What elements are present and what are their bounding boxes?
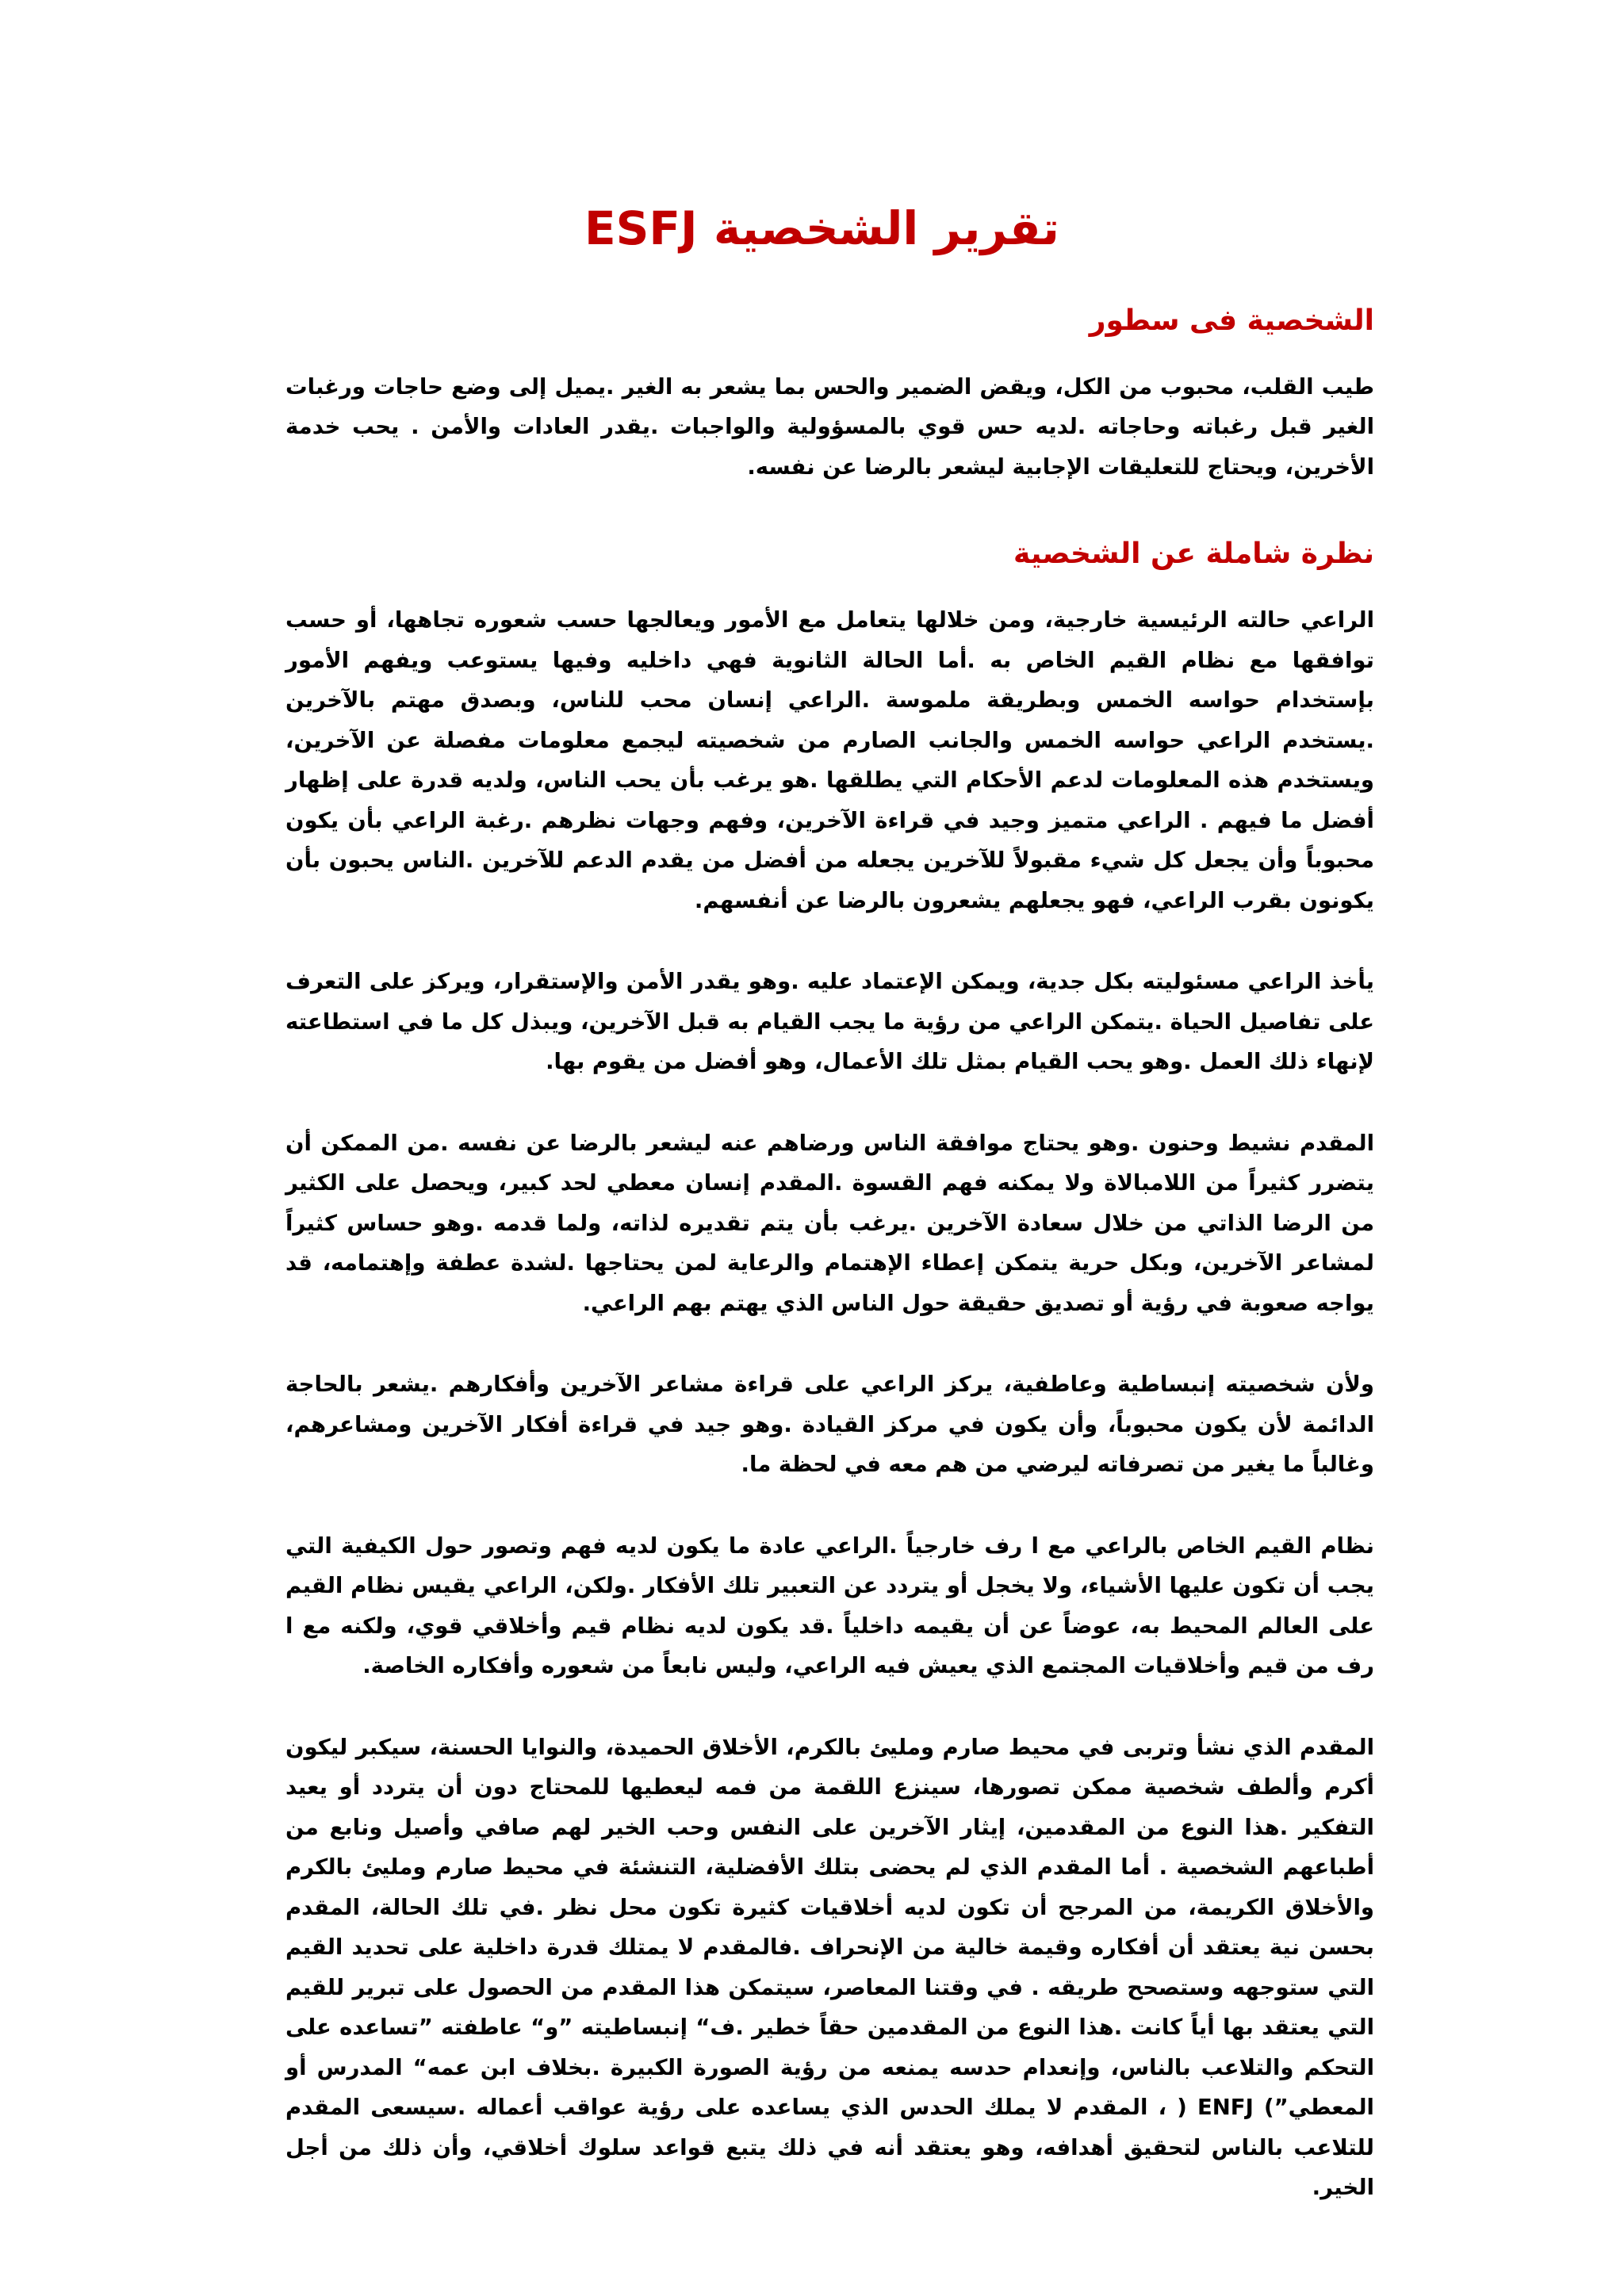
overview-paragraph: الراعي حالته الرئيسية خارجية، ومن خلالها يتعامل مع الأمور ويعالجها حسب شعوره تجاهها، أو حسب توافقها مع نظام القيم الخاص به .أما الحالة الثانوية فهي داخليه وفيها يستوعب ويفهم الأمور بإستخدام حواسه الخمس وبطريقة ملموسة .الراعي إنسان محب للناس، وبصدق مهتم بالآخرين .يستخدم الراعي حواسه الخمس والجانب الصارم من شخصيته ليجمع معلومات مفصلة عن الآخرين، ويستخدم هذه المعلومات لدعم الأحكام التي يطلقها .هو يرغب بأن يحب الناس، ولديه قدرة على إظهار أفضل ما فيهم . الراعي متميز وجيد في قراءة الآخرين، وفهم وجهات نظرهم .رغبة الراعي بأن يكون محبوباً وأن يجعل كل شيء مقبولاً للآخرين يجعله من أفضل من يقدم الدعم للآخرين .الناس يحبون بأن يكونون بقرب الراعي، فهو يجعلهم يشعرون بالرضا عن أنفسهم.: [285, 607, 1374, 913]
summary-paragraph: طيب القلب، محبوب من الكل، ويقض الضمير والحس بما يشعر به الغير .يميل إلى وضع حاجات ورغبات الغير قبل رغباته وحاجاته .لديه حس قوي بالمسؤولية والواجبات .يقدر العادات والأمن . يحب خدمة الأخرين، ويحتاج للتعليقات الإجابية ليشعر بالرضا عن نفسه.: [285, 373, 1374, 480]
overview-paragraph: المقدم نشيط وحنون .وهو يحتاج موافقة الناس ورضاهم عنه ليشعر بالرضا عن نفسه .من الممكن أن يتضرر كثيراً من اللامبالاة ولا يمكنه فهم القسوة .المقدم إنسان معطي لحد كبير، ويحصل على الكثير من الرضا الذاتي من خلال سعادة الآخرين .يرغب بأن يتم تقديره لذاته، ولما قدمه .وهو حساس كثيراً لمشاعر الآخرين، وبكل حرية يتمكن إعطاء الإهتمام والرعاية لمن يحتاجها .لشدة عطفة وإهتمامه، قد يواجه صعوبة في رؤية أو تصديق حقيقة حول الناس الذي يهتم بهم الراعي.: [285, 1130, 1374, 1316]
section-heading-summary: الشخصية فى سطور: [1089, 304, 1374, 337]
document-title: تقرير الشخصية ESFJ: [584, 201, 1059, 255]
overview-paragraph: يأخذ الراعي مسئوليته بكل جدية، ويمكن الإعتماد عليه .وهو يقدر الأمن والإستقرار، ويركز على التعرف على تفاصيل الحياة .يتمكن الراعي من رؤية ما يجب القيام به قبل الآخرين، ويبذل كل ما في استطاعته لإنهاء ذلك العمل .وهو يحب القيام بمثل تلك الأعمال، وهو أفضل من يقوم بها.: [285, 969, 1374, 1075]
overview-paragraph: المقدم الذي نشأ وتربى في محيط صارم ومليئ بالكرم، الأخلاق الحميدة، والنوايا الحسنة، سيكبر ليكون أكرم وألطف شخصية ممكن تصورها، سينزع اللقمة من فمه ليعطيها للمحتاج دون أن يتردد أو يعيد التفكير .هذا النوع من المقدمين، إيثار الآخرين على النفس وحب الخير لهم صافي وأصيل ونابع من أطباعهم الشخصية . أما المقدم الذي لم يحضى بتلك الأفضلية، التنشئة في محيط صارم ومليئ بالكرم والأخلاق الكريمة، من المرجح أن تكون لديه أخلاقيات كثيرة تكون محل نظر .في تلك الحالة، المقدم بحسن نية يعتقد أن أفكاره وقيمة خالية من الإنحراف .فالمقدم لا يمتلك قدرة داخلية على تحديد القيم التي ستوجهه وستصحح طريقه . في وقتنا المعاصر، سيتمكن هذا المقدم من الحصول على تبرير للقيم التي يعتقد بها أياً كانت .هذا النوع من المقدمين حقاً خطير .ف“ إنبساطيته ”و“ عاطفته ”تساعده على التحكم والتلاعب بالناس، وإنعدام حدسه يمنعه من رؤية الصورة الكبيرة .بخلاف ابن عمه“ المدرس أو المعطي”) ENFJ ( ، المقدم لا يملك الحدس الذي يساعده على رؤية عواقب أعماله .سيسعى المقدم للتلاعب بالناس لتحقيق أهدافه، وهو يعتقد أنه في ذلك يتبع قواعد سلوك أخلاقي، وأن ذلك من أجل الخير.: [285, 1734, 1374, 2201]
overview-paragraph: ولأن شخصيته إنبساطية وعاطفية، يركز الراعي على قراءة مشاعر الآخرين وأفكارهم .يشعر بالحاجة الدائمة لأن يكون محبوباً، وأن يكون في مركز القيادة .وهو جيد في قراءة أفكار الآخرين ومشاعرهم، وغالباً ما يغير من تصرفاته ليرضي من هم معه في لحظة ما.: [285, 1372, 1374, 1478]
overview-paragraph: نظام القيم الخاص بالراعي مع ا رف خارجياً .الراعي عادة ما يكون لديه فهم وتصور حول الكيفية التي يجب أن تكون عليها الأشياء، ولا يخجل أو يتردد عن التعبير تلك الأفكار .ولكن، الراعي يقيس نظام القيم على العالم المحيط به، عوضاً عن أن يقيمه داخلياً .قد يكون لديه نظام قيم وأخلاقي قوي، ولكنه مع ا رف من قيم وأخلاقيات المجتمع الذي يعيش فيه الراعي، وليس نابعاً من شعوره وأفكاره الخاصة.: [285, 1533, 1374, 1679]
section-heading-overview: نظرة شاملة عن الشخصية: [1013, 538, 1374, 571]
